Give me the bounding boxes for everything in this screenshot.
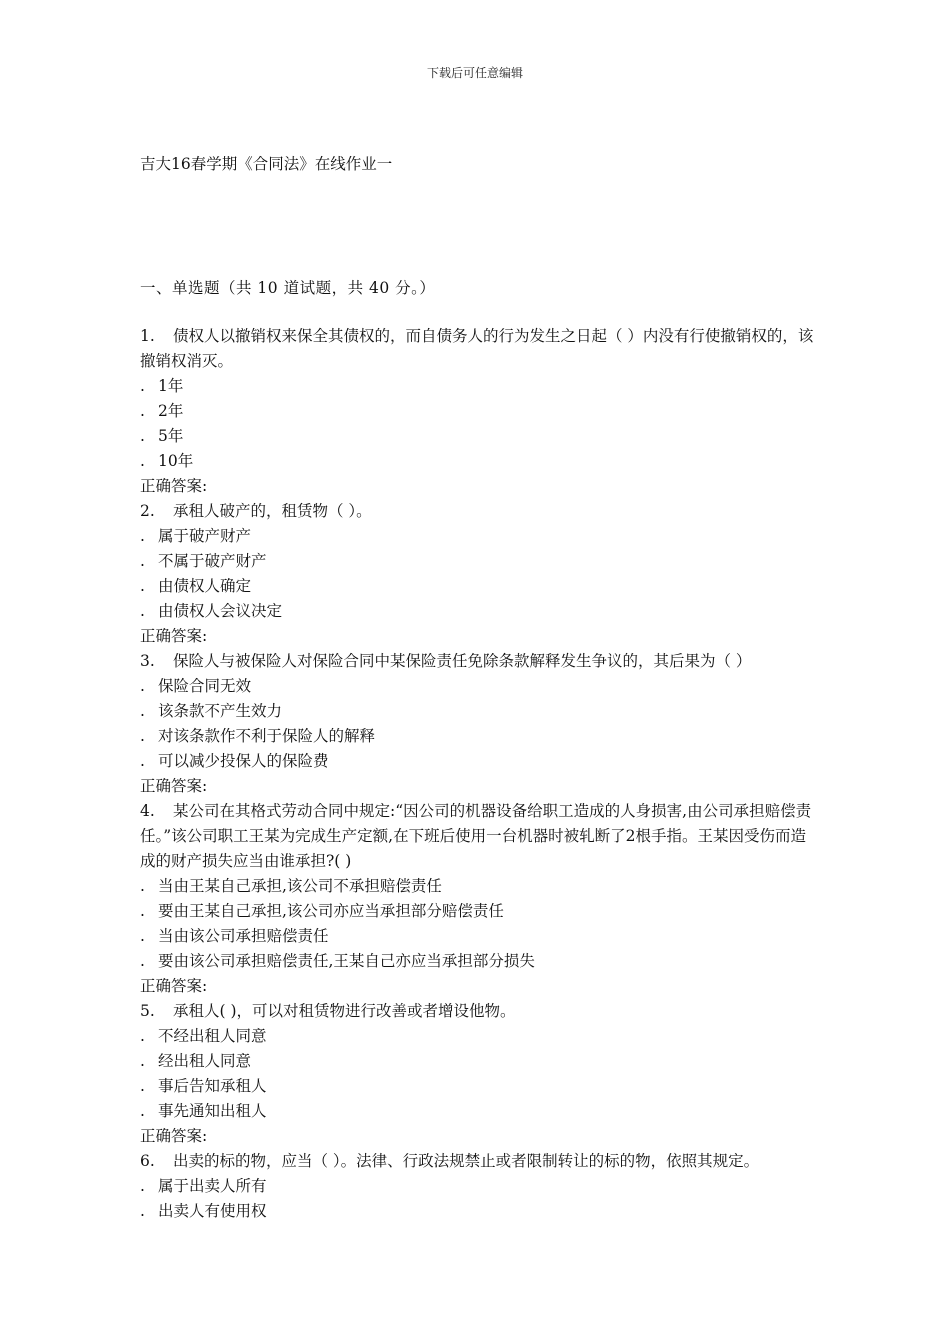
option-marker: . xyxy=(140,552,145,570)
option-d[interactable] xyxy=(140,1099,820,1124)
option-text: 经出租人同意 xyxy=(158,1052,252,1070)
question-text: 保险人与被保险人对保险合同中某保险责任免除条款解释发生争议的，其后果为（ ） xyxy=(173,652,752,670)
option-c[interactable] xyxy=(140,574,820,599)
option-text: 对该条款作不利于保险人的解释 xyxy=(158,727,376,745)
question-text: 某公司在其格式劳动合同中规定:“因公司的机器设备给职工造成的人身损害,由公司承担赔偿责任。”该公司职工王某为完成生产定额,在下班后使用一台机器时被轧断了2根手指。王某因受伤而造成的财产损失应当由谁承担?( ) xyxy=(140,802,812,870)
option-marker: . xyxy=(140,1102,145,1120)
option-marker: . xyxy=(140,927,145,945)
question-text: 出卖的标的物，应当（ ）。法律、行政法规禁止或者限制转让的标的物，依照其规定。 xyxy=(173,1152,760,1170)
question-2 xyxy=(140,499,820,649)
option-a[interactable] xyxy=(140,874,820,899)
question-4 xyxy=(140,799,820,999)
option-marker: . xyxy=(140,752,145,770)
option-text: 当由王某自己承担,该公司不承担赔偿责任 xyxy=(158,877,442,895)
option-marker: . xyxy=(140,402,145,420)
option-text: 属于出卖人所有 xyxy=(158,1177,267,1195)
question-stem xyxy=(140,999,820,1024)
question-text: 承租人( )，可以对租赁物进行改善或者增设他物。 xyxy=(173,1002,516,1020)
option-text: 事先通知出租人 xyxy=(158,1102,267,1120)
question-3 xyxy=(140,649,820,799)
option-marker: . xyxy=(140,452,145,470)
option-text: 2年 xyxy=(158,402,184,420)
correct-answer-label: 正确答案: xyxy=(140,977,208,995)
document-title: 吉大16春学期《合同法》在线作业一 xyxy=(140,155,393,173)
option-marker: . xyxy=(140,877,145,895)
option-marker: . xyxy=(140,902,145,920)
option-b[interactable] xyxy=(140,699,820,724)
option-c[interactable] xyxy=(140,424,820,449)
option-marker: . xyxy=(140,427,145,445)
question-number: 6. xyxy=(140,1152,155,1170)
option-text: 该条款不产生效力 xyxy=(158,702,283,720)
correct-answer-label: 正确答案: xyxy=(140,477,208,495)
question-stem xyxy=(140,324,820,374)
question-number: 2. xyxy=(140,502,155,520)
option-text: 当由该公司承担赔偿责任 xyxy=(158,927,329,945)
option-text: 要由该公司承担赔偿责任,王某自己亦应当承担部分损失 xyxy=(158,952,535,970)
option-marker: . xyxy=(140,1052,145,1070)
option-b[interactable] xyxy=(140,399,820,424)
question-stem xyxy=(140,649,820,674)
question-list xyxy=(140,324,820,1224)
option-marker: . xyxy=(140,677,145,695)
option-text: 1年 xyxy=(158,377,184,395)
option-marker: . xyxy=(140,527,145,545)
correct-answer-label: 正确答案: xyxy=(140,1127,208,1145)
question-6 xyxy=(140,1149,820,1224)
option-marker: . xyxy=(140,727,145,745)
option-text: 不经出租人同意 xyxy=(158,1027,267,1045)
section-heading: 一、单选题（共 10 道试题，共 40 分。） xyxy=(140,279,436,297)
option-b[interactable] xyxy=(140,549,820,574)
option-a[interactable] xyxy=(140,1174,820,1199)
option-marker: . xyxy=(140,1027,145,1045)
option-text: 由债权人会议决定 xyxy=(158,602,283,620)
option-text: 由债权人确定 xyxy=(158,577,252,595)
option-d[interactable] xyxy=(140,449,820,474)
option-b[interactable] xyxy=(140,1199,820,1224)
option-b[interactable] xyxy=(140,899,820,924)
option-marker: . xyxy=(140,1077,145,1095)
question-number: 1. xyxy=(140,327,155,345)
option-a[interactable] xyxy=(140,1024,820,1049)
option-text: 出卖人有使用权 xyxy=(158,1202,267,1220)
option-text: 保险合同无效 xyxy=(158,677,252,695)
option-d[interactable] xyxy=(140,599,820,624)
question-stem xyxy=(140,799,820,874)
question-number: 4. xyxy=(140,802,155,820)
question-stem xyxy=(140,1149,820,1174)
question-number: 5. xyxy=(140,1002,155,1020)
option-text: 属于破产财产 xyxy=(158,527,252,545)
option-c[interactable] xyxy=(140,1074,820,1099)
page-header-note: 下载后可任意编辑 xyxy=(426,66,523,80)
option-marker: . xyxy=(140,1177,145,1195)
option-marker: . xyxy=(140,1202,145,1220)
question-number: 3. xyxy=(140,652,155,670)
option-text: 事后告知承租人 xyxy=(158,1077,267,1095)
option-d[interactable] xyxy=(140,749,820,774)
option-c[interactable] xyxy=(140,724,820,749)
option-a[interactable] xyxy=(140,524,820,549)
option-marker: . xyxy=(140,602,145,620)
option-c[interactable] xyxy=(140,924,820,949)
option-text: 要由王某自己承担,该公司亦应当承担部分赔偿责任 xyxy=(158,902,504,920)
option-text: 不属于破产财产 xyxy=(158,552,267,570)
option-text: 可以减少投保人的保险费 xyxy=(158,752,329,770)
question-1 xyxy=(140,324,820,499)
question-5 xyxy=(140,999,820,1149)
correct-answer-label: 正确答案: xyxy=(140,777,208,795)
correct-answer-label: 正确答案: xyxy=(140,627,208,645)
option-a[interactable] xyxy=(140,674,820,699)
question-text: 承租人破产的，租赁物（ ）。 xyxy=(173,502,372,520)
option-marker: . xyxy=(140,952,145,970)
option-text: 5年 xyxy=(158,427,184,445)
option-a[interactable] xyxy=(140,374,820,399)
option-marker: . xyxy=(140,377,145,395)
option-marker: . xyxy=(140,577,145,595)
option-d[interactable] xyxy=(140,949,820,974)
question-stem xyxy=(140,499,820,524)
option-b[interactable] xyxy=(140,1049,820,1074)
question-text: 债权人以撤销权来保全其债权的，而自债务人的行为发生之日起（ ）内没有行使撤销权的，该撤销权消灭。 xyxy=(140,327,814,370)
option-text: 10年 xyxy=(158,452,194,470)
option-marker: . xyxy=(140,702,145,720)
